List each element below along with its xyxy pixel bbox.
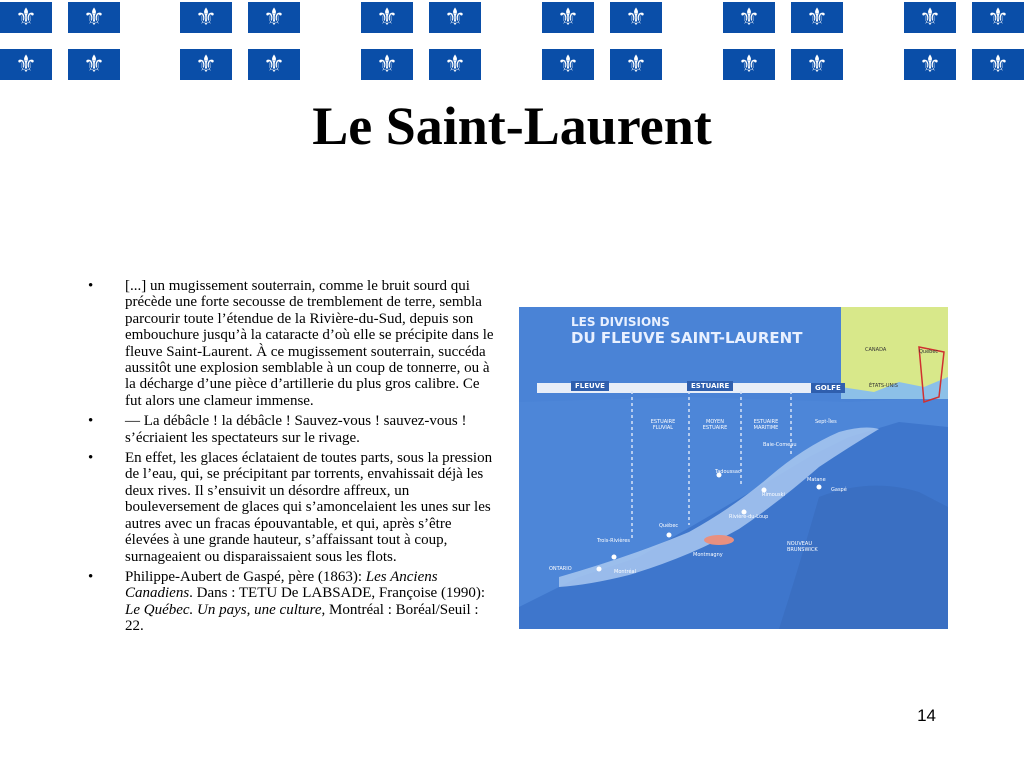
bullet-text: En effet, les glaces éclataient de toutes parts, sous la pression de l’eau, qui, se précipitant par torrents, envahissait déjà les deux rives. Il s’ensuivit un désordre affreux, un bouleversement de glaces qui s’amoncelaient les unes sur les autres avec un fracas épouvantable, et qui, après s’être élevées à une grande hauteur, s’affaissant tout à coup, surnageaient ou disparaissaient sous les flots. bbox=[125, 450, 493, 565]
place-label: Trois-Rivières bbox=[597, 538, 631, 544]
place-label: Montréal bbox=[614, 569, 636, 575]
fleur-de-lis-icon: ⚜ bbox=[919, 50, 941, 78]
fleur-de-lis-icon: ⚜ bbox=[625, 50, 647, 78]
fleur-de-lis-icon: ⚜ bbox=[263, 3, 285, 31]
bullet-text: [...] un mugissement souterrain, comme le bruit sourd qui précède une forte secousse de tremblement de terre, sembla parcourir toute l’étendue de la Rivière-du-Sud, depuis son embouchure jusqu’à la cataracte d’où elle se précipite dans le fleuve Saint-Laurent. À ce mugissement souterrain, succéda aussitôt une explosion semblable à un coup de tonnerre, ou à la décharge d’une pièce d’artillerie du plus gros calibre. Ce fut alors une clameur immense. bbox=[125, 278, 494, 409]
map-title: LES DIVISIONS DU FLEUVE SAINT-LAURENT bbox=[571, 315, 803, 347]
place-label: Matane bbox=[807, 477, 826, 483]
fleur-de-lis-icon: ⚜ bbox=[376, 50, 398, 78]
inset-label: Québec bbox=[919, 349, 939, 355]
quebec-flag bbox=[904, 2, 1024, 80]
fleur-de-lis-icon: ⚜ bbox=[15, 3, 37, 31]
citation-item bbox=[88, 569, 496, 635]
division-estuaire: ESTUAIRE bbox=[687, 381, 733, 391]
page-number: 14 bbox=[917, 706, 936, 725]
fleur-de-lis-icon: ⚜ bbox=[444, 50, 466, 78]
fleur-de-lis-icon: ⚜ bbox=[263, 50, 285, 78]
bullet-list bbox=[88, 278, 496, 639]
fleur-de-lis-icon: ⚜ bbox=[919, 3, 941, 31]
division-fleuve: FLEUVE bbox=[571, 381, 609, 391]
place-label: Gaspé bbox=[831, 487, 847, 493]
saint-laurent-map bbox=[519, 307, 948, 629]
sub-division: MOYEN ESTUAIRE bbox=[702, 419, 728, 431]
slide-title: Le Saint-Laurent bbox=[312, 96, 712, 156]
place-label: Tadoussac bbox=[715, 469, 741, 475]
place-label: Rivière-du-Loup bbox=[729, 514, 769, 520]
place-label: Sept-Îles bbox=[815, 419, 837, 425]
citation-middle: . Dans : TETU De LABSADE, Françoise (1990): bbox=[189, 585, 486, 602]
bullet-item bbox=[88, 413, 496, 446]
inset-label: CANADA bbox=[865, 347, 887, 353]
inset-label: ÉTATS-UNIS bbox=[869, 383, 898, 389]
fleur-de-lis-icon: ⚜ bbox=[195, 3, 217, 31]
fleur-de-lis-icon: ⚜ bbox=[987, 3, 1009, 31]
bullet-item bbox=[88, 278, 496, 409]
division-golfe: GOLFE bbox=[811, 383, 845, 393]
fleur-de-lis-icon: ⚜ bbox=[806, 3, 828, 31]
fleur-de-lis-icon: ⚜ bbox=[83, 50, 105, 78]
citation-end: , Montréal : Boréal/Seuil : 22. bbox=[125, 601, 479, 635]
quebec-flag bbox=[542, 2, 662, 80]
quebec-flag bbox=[723, 2, 843, 80]
place-label: Montmagny bbox=[693, 552, 723, 558]
bullet-dot: • bbox=[88, 450, 94, 467]
bullet-dot: • bbox=[88, 278, 94, 294]
fleur-de-lis-icon: ⚜ bbox=[557, 50, 579, 78]
sub-division: ESTUAIRE FLUVIAL bbox=[650, 419, 676, 431]
fleur-de-lis-icon: ⚜ bbox=[83, 3, 105, 31]
flag-banner bbox=[0, 0, 1024, 82]
fleur-de-lis-icon: ⚜ bbox=[625, 3, 647, 31]
fleur-de-lis-icon: ⚜ bbox=[738, 3, 760, 31]
quebec-flag bbox=[0, 2, 120, 80]
sub-division: ESTUAIRE MARITIME bbox=[753, 419, 779, 431]
fleur-de-lis-icon: ⚜ bbox=[15, 50, 37, 78]
place-label: Rimouski bbox=[762, 492, 785, 498]
fleur-de-lis-icon: ⚜ bbox=[444, 3, 466, 31]
region-label: ONTARIO bbox=[549, 566, 572, 572]
map-graphic bbox=[519, 307, 948, 629]
citation-book: Le Québec. Un pays, une culture bbox=[125, 601, 322, 618]
region-label: NOUVEAU BRUNSWICK bbox=[787, 541, 818, 553]
fleur-de-lis-icon: ⚜ bbox=[376, 3, 398, 31]
citation-work: Les Anciens Canadiens bbox=[125, 568, 438, 602]
place-label: Baie-Comeau bbox=[763, 442, 797, 448]
fleur-de-lis-icon: ⚜ bbox=[806, 50, 828, 78]
citation-author: Philippe-Aubert de Gaspé, père (1863): bbox=[125, 568, 366, 585]
fleur-de-lis-icon: ⚜ bbox=[195, 50, 217, 78]
fleur-de-lis-icon: ⚜ bbox=[557, 3, 579, 31]
place-label: Québec bbox=[659, 523, 679, 529]
fleur-de-lis-icon: ⚜ bbox=[738, 50, 760, 78]
bullet-text: — La débâcle ! la débâcle ! Sauvez-vous ! sauvez-vous ! s’écriaient les spectateurs sur le rivage. bbox=[125, 413, 467, 446]
quebec-flag bbox=[361, 2, 481, 80]
bullet-item bbox=[88, 450, 496, 565]
bullet-dot: • bbox=[88, 413, 94, 430]
quebec-flag bbox=[180, 2, 300, 80]
fleur-de-lis-icon: ⚜ bbox=[987, 50, 1009, 78]
bullet-dot: • bbox=[88, 568, 94, 585]
